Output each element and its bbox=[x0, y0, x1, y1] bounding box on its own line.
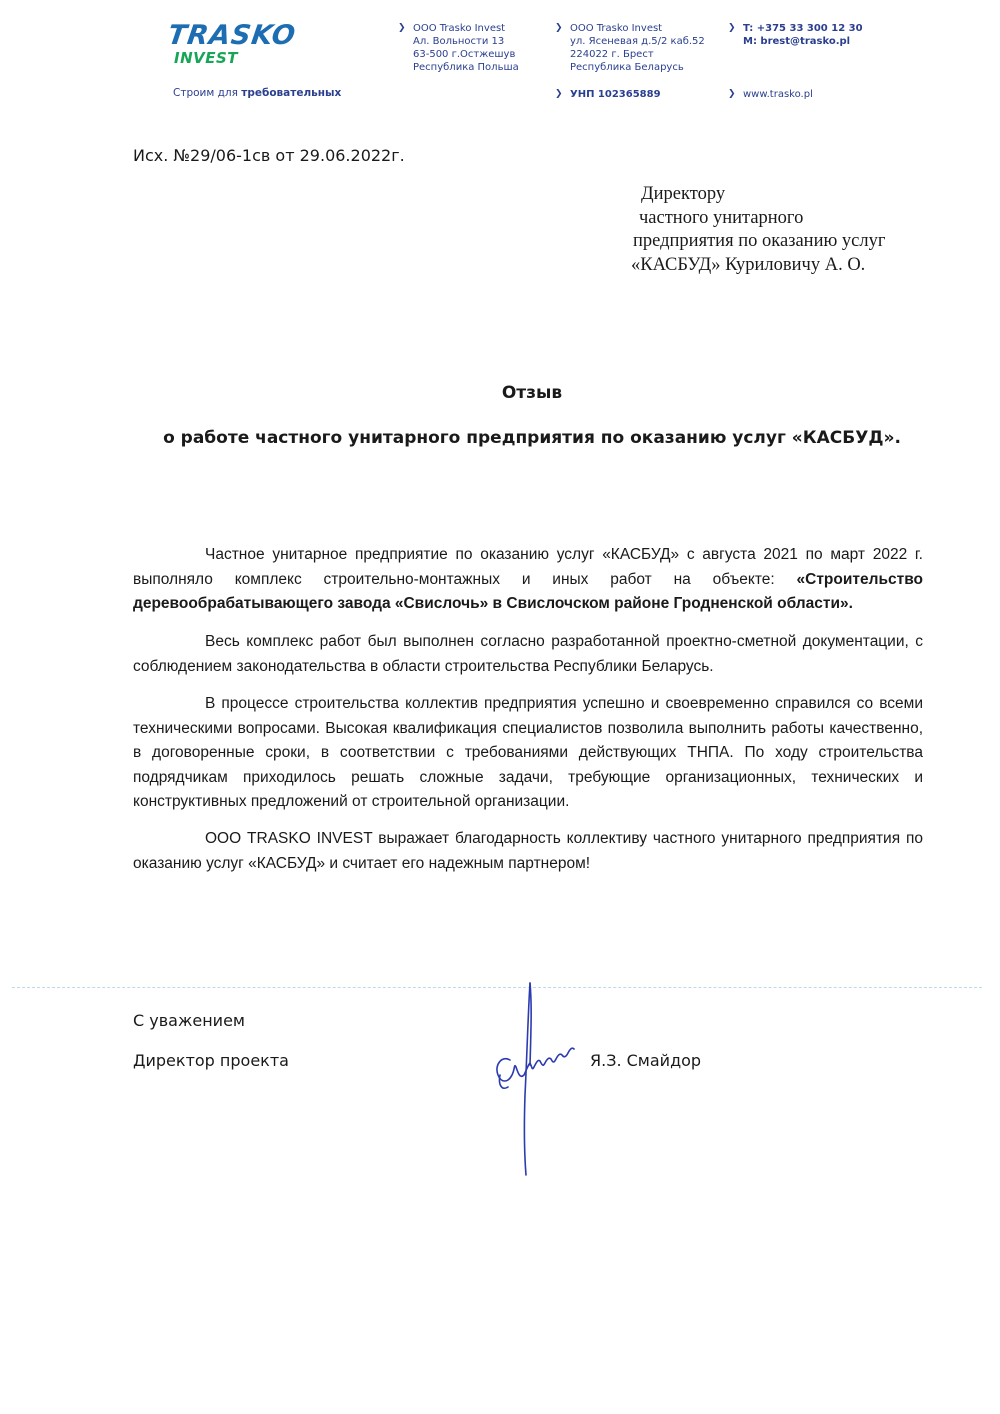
chevron-right-icon: ❯ bbox=[555, 23, 563, 33]
paragraph-2: Весь комплекс работ был выполнен согласно разработанной проектно-сметной документации, с соблюдением законодательства в области строительства Республики Беларусь. bbox=[133, 633, 923, 675]
email-address: M: brest@trasko.pl bbox=[743, 36, 851, 47]
chevron-right-icon: ❯ bbox=[728, 23, 736, 33]
website-link[interactable]: www.trasko.pl bbox=[743, 89, 813, 100]
chevron-right-icon: ❯ bbox=[728, 89, 736, 99]
signer-position: Директор проекта bbox=[133, 1051, 289, 1070]
paragraph-3: В процессе строительства коллектив предприятия успешно и своевременно справился со всеми техническими вопросами. Высокая квалификация специалистов позволила выполнить работы качественно, в договоренные сроки, в соответствии с требованиями действующих ТНПА. По ходу строительства подрядчикам приходилось решать сложные задачи, требующие организационных, технических и конструктивных предложений от строительной организации. bbox=[133, 695, 923, 810]
chevron-right-icon: ❯ bbox=[555, 89, 563, 99]
paragraph-1: Частное унитарное предприятие по оказанию услуг «КАСБУД» с августа 2021 по март 2022 г. выполняло комплекс строительно-монтажных и иных работ на объекте: «Строительство деревообрабатывающего завода «Свислочь» в Свислочском районе Гродненской области». bbox=[133, 546, 923, 612]
paragraph-4: ООО TRASKO INVEST выражает благодарность коллективу частного унитарного предприятия по оказанию услуг «КАСБУД» и считает его надежным партнером! bbox=[133, 830, 923, 872]
handwritten-signature bbox=[470, 975, 590, 1185]
signer-name: Я.З. Смайдор bbox=[590, 1051, 702, 1070]
letter-title: Отзыв bbox=[501, 383, 563, 403]
company-slogan: Строим для требовательных bbox=[173, 87, 342, 99]
phone-number: T: +375 33 300 12 30 bbox=[743, 23, 863, 34]
logo-subtitle: INVEST bbox=[174, 49, 239, 67]
chevron-right-icon: ❯ bbox=[398, 23, 406, 33]
header-contacts bbox=[728, 22, 863, 48]
header-website bbox=[728, 88, 813, 101]
outgoing-reference: Исх. №29/06-1св от 29.06.2022г. bbox=[133, 146, 405, 165]
header-unp: ❯ УНП 102365889 bbox=[555, 89, 661, 100]
header-address-poland: ❯ ООО Trasko Invest Ал. Вольности 13 63-500 г.Остжешув Республика Польша bbox=[398, 23, 519, 73]
logo-wordmark: TRASKO bbox=[165, 20, 298, 51]
closing-regards: С уважением bbox=[133, 1011, 245, 1030]
addressee-block: Директору частного унитарного предприятия по оказанию услуг «КАСБУД» Куриловичу А. О. bbox=[631, 184, 886, 275]
company-logo bbox=[165, 20, 298, 67]
header-address-belarus: ❯ ООО Trasko Invest ул. Ясеневая д.5/2 каб.52 224022 г. Брест Республика Беларусь bbox=[555, 23, 705, 73]
letter-subtitle: о работе частного унитарного предприятия по оказанию услуг «КАСБУД». bbox=[163, 428, 901, 448]
